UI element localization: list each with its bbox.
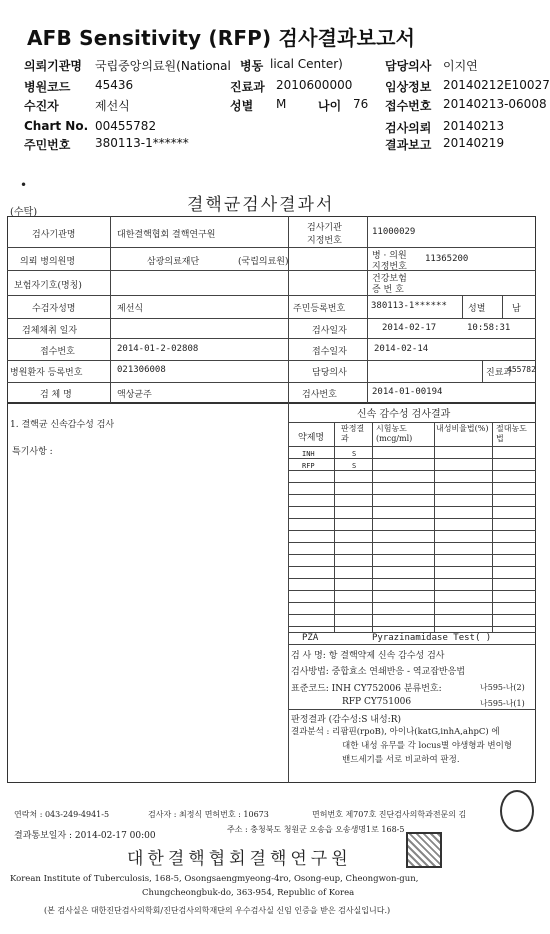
rapid-head-result: 판정결과 — [341, 424, 365, 443]
specimen-value: 액상균주 — [117, 390, 152, 400]
lab-id-label-2: 지정번호 — [307, 236, 342, 246]
footer-report-date: 결과통보일자 : 2014-02-17 00:00 — [14, 831, 156, 841]
grid-line — [288, 494, 536, 495]
test-req-value: 20140213 — [443, 119, 505, 133]
sex-label: 성별 — [230, 99, 254, 113]
req-hosp-value: 삼광의료재단 — [147, 257, 200, 267]
method-class-2: 나595-나(1) — [480, 699, 525, 708]
method-std-code-2: RFP CY751006 — [342, 697, 412, 707]
grid-line — [492, 422, 493, 632]
patient-name-label: 수검자성명 — [32, 304, 76, 314]
scanned-report-form — [2, 172, 537, 932]
receipt-label: 접수번호 — [385, 99, 432, 113]
drug-result: S — [352, 462, 357, 470]
seal-stamp — [500, 790, 534, 832]
hosp-code-value: 45436 — [95, 78, 134, 92]
insurance-label: 보험자기호(명칭) — [14, 281, 82, 291]
test-no-label: 검사번호 — [302, 390, 337, 400]
grid-line — [288, 482, 536, 483]
clinical-label: 임상정보 — [385, 80, 432, 94]
test-date-label: 검사일자 — [312, 326, 347, 336]
req-hosp-label: 의뢰 병의원명 — [20, 257, 76, 267]
drug-name: INH — [302, 450, 315, 458]
age-label: 나이 — [318, 99, 342, 113]
hosp-id-label-2: 지정번호 — [372, 262, 407, 272]
footer-english-1: Korean Institute of Tuberculosis, 168-5, Osongsaengmyeong-4ro, Osong-eup, Cheongwon-gun, — [10, 874, 419, 884]
method-test-name: 검 사 명: 항 결핵약제 신속 감수성 검사 — [291, 651, 445, 661]
hosp-reg-label: 병원환자 등록번호 — [10, 368, 83, 378]
footer-address: 주소 : 충청북도 청원군 오송읍 오송생명1로 168-5 — [227, 825, 405, 834]
sex-form-value: 남 — [512, 304, 521, 314]
ward-value: lical Center) — [270, 57, 343, 71]
square-seal — [406, 832, 442, 868]
req-hosp-extra: (국립의료원) — [238, 257, 289, 267]
grid-line — [288, 614, 536, 615]
hosp-code-label: 병원코드 — [24, 80, 71, 94]
ward-label: 병동 — [240, 59, 264, 73]
grid-line — [334, 422, 335, 632]
rapid-head-conc: 시험농도(mcg/ml) — [376, 424, 413, 443]
method-test-method: 검사방법: 중합효소 연쇄반응 - 역교잡반응법 — [291, 667, 466, 677]
grid-line — [434, 422, 435, 632]
dept-form-label: 진료과 — [486, 368, 513, 378]
req-inst-label: 의뢰기관명 — [24, 59, 82, 73]
result-date-value: 20140219 — [443, 136, 505, 150]
grid-line — [288, 590, 536, 591]
analysis-line: 밴드세기를 서로 비교하여 판정. — [342, 755, 460, 765]
sex-form-label: 성별 — [468, 304, 486, 314]
patient-name-value: 제선식 — [117, 304, 144, 314]
lab-name-value: 대한결핵협회 결핵연구원 — [117, 230, 216, 240]
grid-line — [288, 626, 536, 627]
chart-label: Chart No. — [24, 119, 89, 133]
rapid-head-abs: 절대농도법 — [496, 424, 527, 443]
receipt-mark: (수탁) — [10, 207, 38, 218]
test-time-value: 10:58:31 — [467, 323, 511, 333]
test-req-label: 검사의뢰 — [385, 121, 432, 135]
rrn-form-value: 380113-1****** — [371, 301, 447, 311]
hosp-id-value: 11365200 — [425, 254, 469, 264]
rapid-head-drug: 약제명 — [298, 433, 325, 443]
patient-label: 수진자 — [24, 99, 59, 113]
nhi-label-1: 건강보험 — [372, 274, 407, 284]
footer-certification: (본 검사실은 대한진단검사의학회/진단검사의학재단의 우수검사실 신임 인증을 받은 검사실입니다.) — [44, 906, 391, 915]
lab-name-label: 검사기관명 — [32, 230, 76, 240]
sample-date-label: 검체채취 일자 — [22, 326, 78, 336]
rrn-value: 380113-1****** — [95, 136, 189, 150]
footer-english-2: Chungcheongbuk-do, 363-954, Republic of Korea — [142, 888, 355, 898]
drug-result: S — [352, 450, 357, 458]
dept-form-value: 455782 — [507, 365, 536, 374]
dept-label: 진료과 — [230, 80, 265, 94]
pza-test: Pyrazinamidase Test( ) — [372, 633, 492, 643]
hosp-id-label-1: 병 · 의원 — [372, 251, 407, 261]
grid-line — [288, 518, 536, 519]
rapid-title: 신속 감수성 검사결과 — [357, 409, 451, 420]
method-class-1: 나595-나(2) — [480, 683, 525, 692]
hosp-reg-value: 021306008 — [117, 365, 166, 375]
method-std-code-1: 표준코드: INH CY752006 분류번호: — [291, 684, 442, 694]
test-no-value: 2014-01-00194 — [372, 387, 443, 397]
receipt-date-value: 2014-02-14 — [374, 344, 429, 354]
patient-value: 제선식 — [95, 99, 130, 113]
grid-line — [288, 506, 536, 507]
grid-line — [288, 554, 536, 555]
report-title: AFB Sensitivity (RFP) 검사결과보고서 — [27, 26, 416, 50]
footer-examiner: 검사자 : 최정식 면허번호 : 10673 — [148, 810, 269, 819]
analysis-line: 결과분석 : 리팜핀(rpoB), 아이나(katG,inhA,ahpC) 에 — [291, 727, 500, 737]
result-date-label: 결과보고 — [385, 138, 432, 152]
grid-line — [288, 530, 536, 531]
rapid-head-ratio: 내성비율법(%) — [436, 424, 489, 433]
receipt-no-value: 2014-01-2-02808 — [117, 344, 199, 354]
pza-label: PZA — [302, 633, 319, 643]
grid-line — [372, 422, 373, 632]
grid-line — [288, 602, 536, 603]
receipt-no-label: 접수번호 — [40, 347, 75, 357]
drug-name: RFP — [302, 462, 315, 470]
test-date-value: 2014-02-17 — [382, 323, 437, 333]
chart-value: 00455782 — [95, 119, 157, 133]
sex-value: M — [276, 97, 287, 111]
grid-line — [288, 566, 536, 567]
scan-mark: • — [20, 178, 28, 192]
lab-id-label-1: 검사기관 — [307, 223, 342, 233]
info-table — [7, 216, 536, 403]
receipt-date-label: 접수일자 — [312, 347, 347, 357]
analysis-line: 대한 내성 유무를 각 locus별 야생형과 변이형 — [342, 741, 513, 751]
rrn-form-label: 주민등록번호 — [293, 304, 346, 314]
receipt-value: 20140213-06008 — [443, 97, 547, 111]
remarks-label: 특기사항 : — [12, 447, 53, 457]
grid-line — [288, 470, 536, 471]
footer-director: 면허번호 제707호 진단검사의학과전문의 김 — [312, 810, 467, 819]
doctor-value: 이지연 — [443, 59, 478, 73]
grid-line — [288, 542, 536, 543]
rrn-label: 주민번호 — [24, 138, 71, 152]
lab-id-value: 11000029 — [372, 227, 416, 237]
form-title: 결핵균검사결과서 — [187, 195, 335, 215]
nhi-label-2: 증 번 호 — [372, 285, 404, 295]
footer-org-name: 대한결핵협회결핵연구원 — [127, 849, 352, 869]
grid-line — [288, 578, 536, 579]
req-inst-value: 국립중앙의료원(National — [95, 59, 231, 73]
dept-value: 2010600000 — [276, 78, 353, 92]
doctor-form-label: 담당의사 — [312, 368, 347, 378]
judgement: 판정결과 (감수성:S 내성:R) — [291, 715, 401, 725]
grid-line — [288, 458, 536, 459]
specimen-label: 검 체 명 — [40, 390, 72, 400]
footer-contact: 연락처 : 043-249-4941-5 — [14, 810, 110, 819]
age-value: 76 — [353, 97, 369, 111]
left-test-item: 1. 결핵균 신속감수성 검사 — [10, 420, 115, 430]
clinical-value: 20140212E10027 — [443, 78, 550, 92]
doctor-label: 담당의사 — [385, 59, 432, 73]
